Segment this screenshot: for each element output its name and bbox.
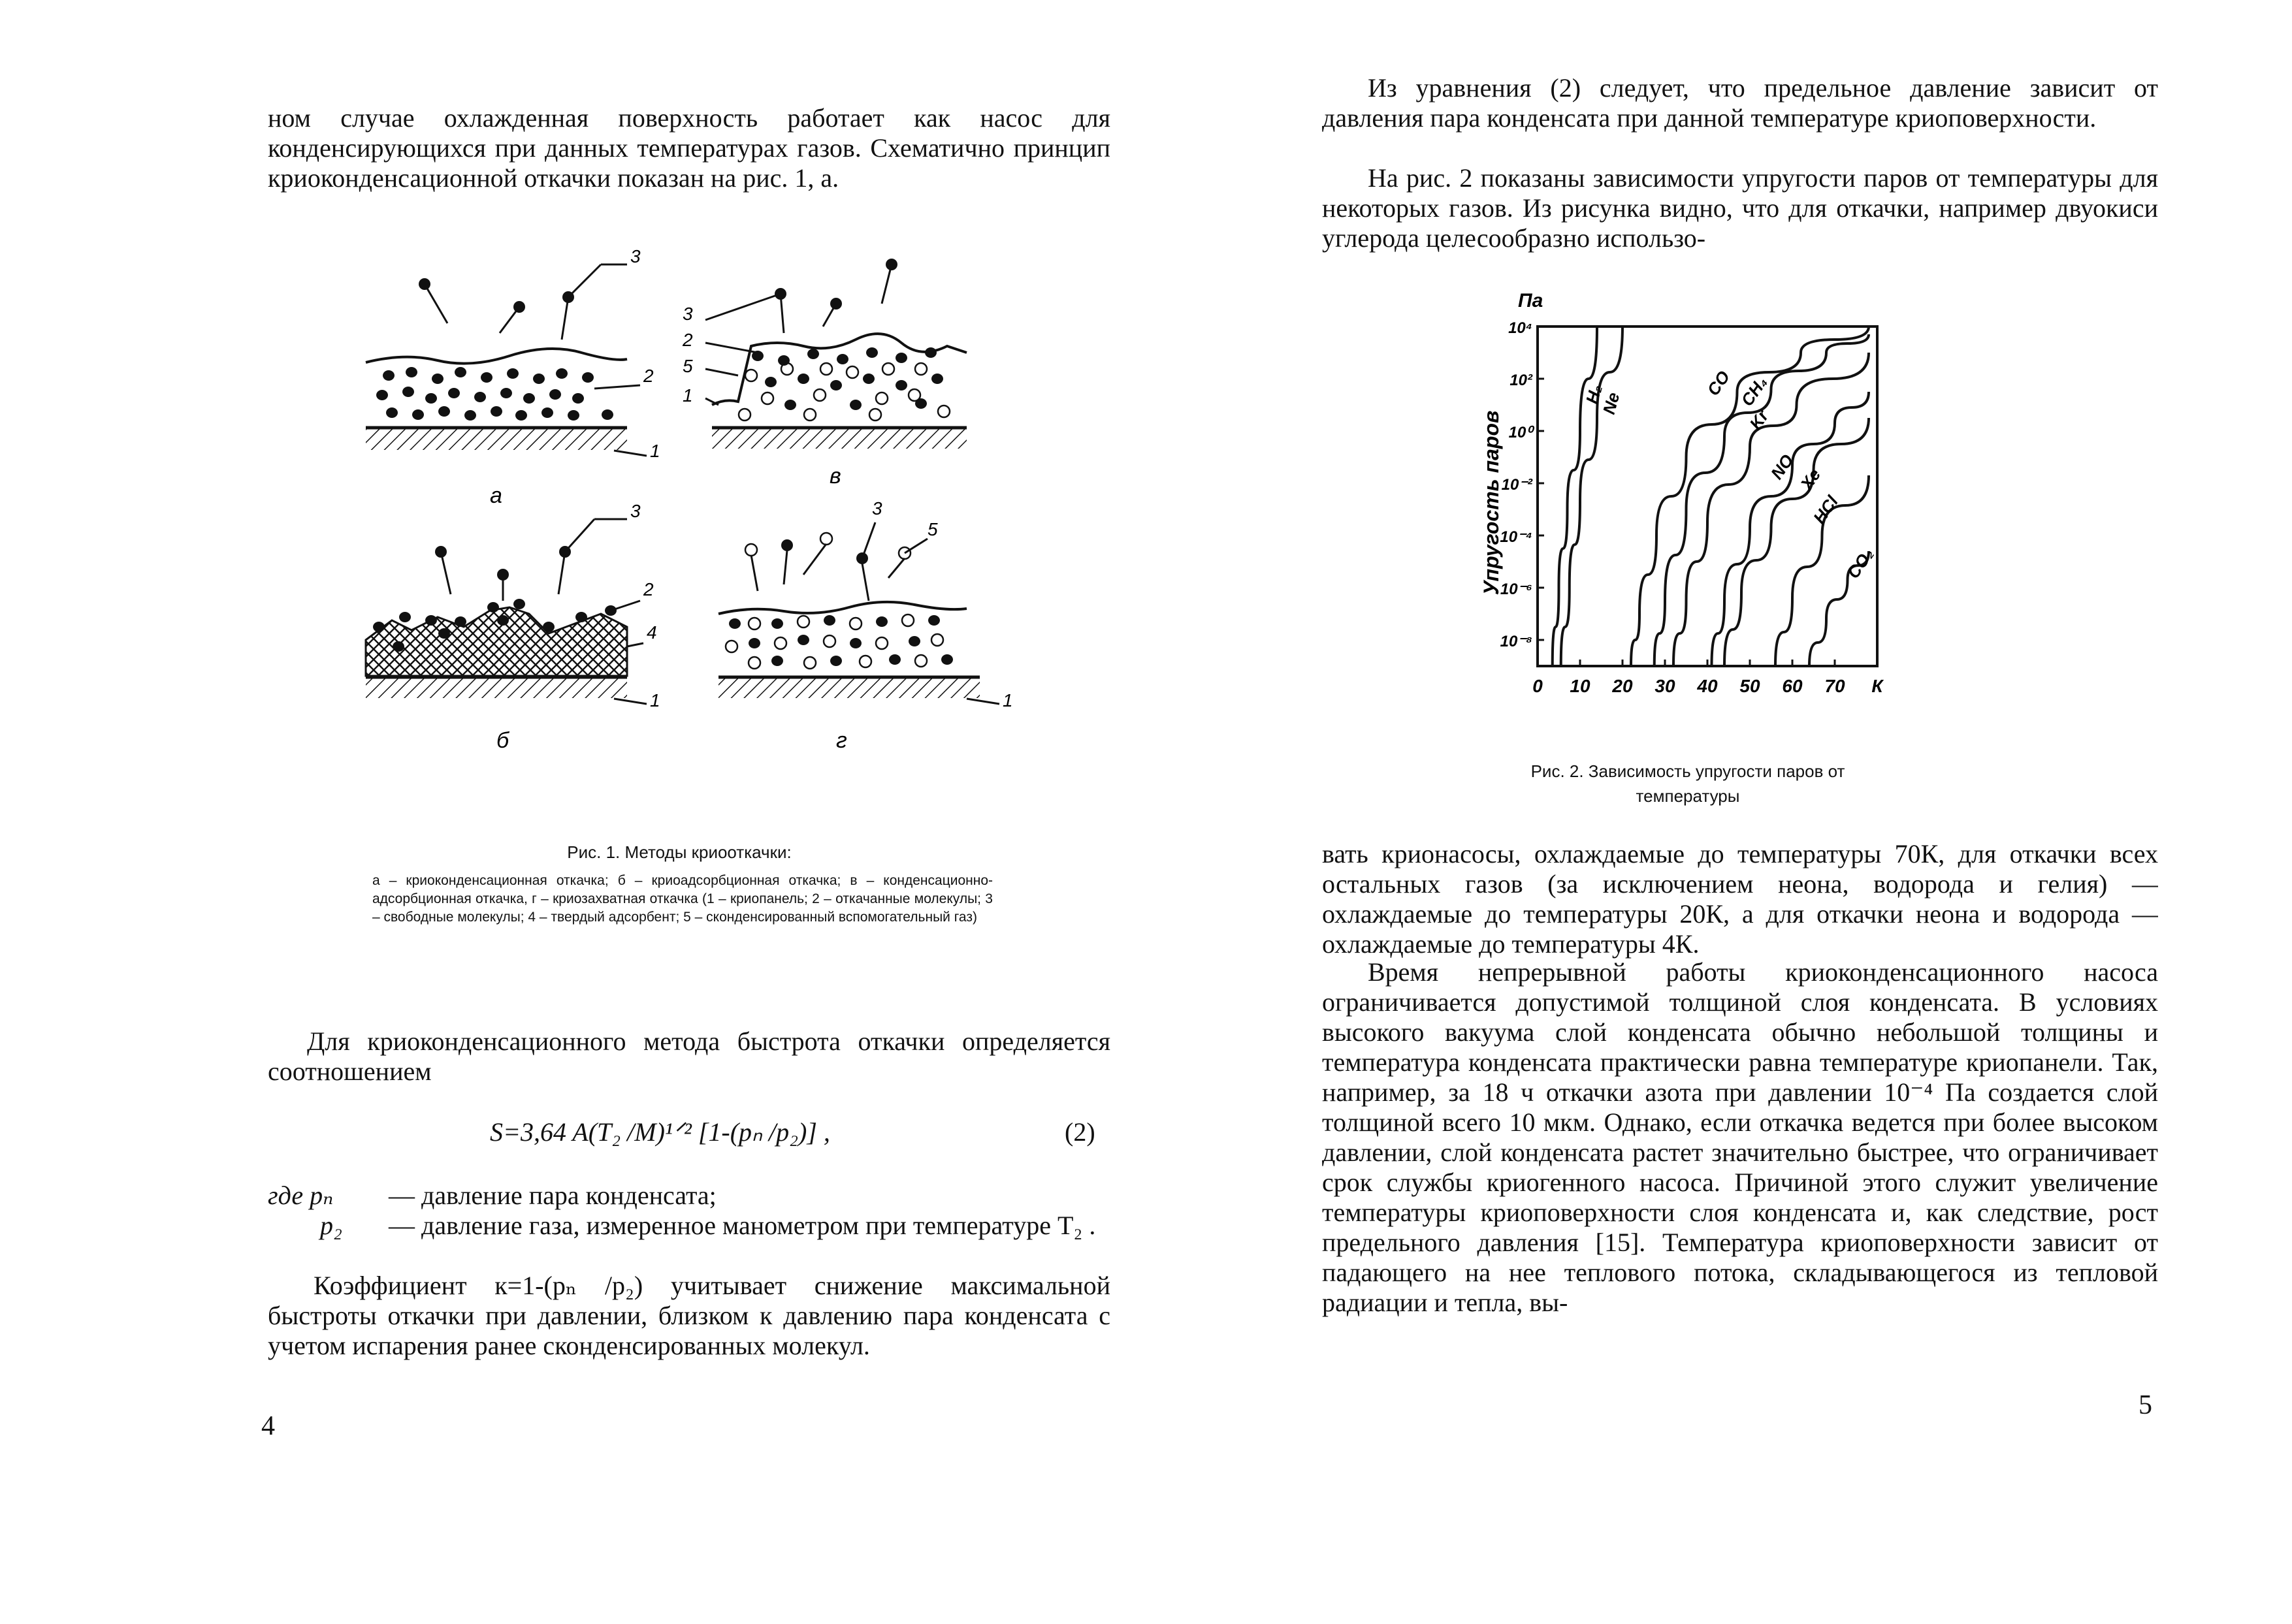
callout-b-2: 2 — [643, 579, 654, 599]
curve-label: Ne — [1598, 390, 1624, 417]
where-symbol-p2: p₂ — [320, 1211, 342, 1240]
x-tick-label: К — [1871, 676, 1883, 696]
speed-paragraph: Для криоконденсационного метода быстрота откачки определяется соотношением — [268, 1027, 1110, 1086]
figure-1-caption-body: а – криоконденсационная откачка; б – криоадсорбционная откачка; в – конденсационно-адсорбционная откачка, г – криозахватная откачка (1 – криопанель; 2 – откачанные молекулы; 3 – свободные молекулы; 4 – твердый адсорбент; 5 – сконденсированный вспомогательный газ) — [372, 873, 993, 925]
panel-a — [366, 248, 660, 508]
curve-label: Xe — [1796, 465, 1825, 494]
right-paragraph-2-top: На рис. 2 показаны зависимости упругости паров от температуры для некоторых газов. Из рисунка видно, что для откачки, например двуокиси углерода целесообразно использо- — [1322, 163, 2158, 253]
figure-1-caption-title: Рис. 1. Методы криооткачки: — [567, 842, 792, 862]
right-paragraph-1: Из уравнения (2) следует, что предельное давление зависит от давления пара конденсата при данной температуре криоповерхности. — [1322, 73, 2158, 133]
y-tick-label: 10⁻² — [1501, 476, 1532, 494]
panel-v — [682, 259, 967, 488]
figure-2-chart — [1479, 287, 1897, 738]
curve-label: NO — [1766, 451, 1798, 483]
curve-label: CO — [1703, 367, 1734, 400]
callout-v-2: 2 — [683, 330, 693, 350]
curve-label: H₂ — [1581, 383, 1606, 406]
panel-label-b: б — [496, 728, 509, 753]
y-tick-label: 10⁻⁶ — [1500, 581, 1532, 598]
x-tick-label: 10 — [1570, 676, 1590, 696]
where-text-p2: — давление газа, измеренное манометром при температуре T₂ . — [389, 1211, 1096, 1240]
panel-label-v: в — [830, 464, 841, 488]
x-tick-label: 50 — [1739, 676, 1760, 696]
panel-b — [366, 501, 660, 753]
y-tick-label: 10⁻⁴ — [1500, 528, 1532, 546]
equation-number: (2) — [1065, 1117, 1095, 1147]
coefficient-paragraph: Коэффициент к=1-(pₙ /p₂) учитывает снижение максимальной быстроты откачки при давлении, близком к давлению пара конденсата с учетом испарения ранее сконденсированных молекул. — [268, 1271, 1110, 1360]
panel-g — [718, 498, 1013, 753]
x-tick-label: 40 — [1697, 676, 1718, 696]
callout-b-1: 1 — [650, 690, 660, 710]
callout-a-2: 2 — [643, 366, 654, 386]
formula-2: S=3,64 A(T₂ /M)¹ᐟ² [1-(pₙ /p₂)] , — [490, 1117, 830, 1147]
y-tick-label: 10⁴ — [1508, 319, 1532, 337]
callout-g-5: 5 — [928, 519, 938, 539]
curve-Kr — [1673, 353, 1869, 666]
curve-labels — [1582, 367, 1878, 582]
x-tick-label: 70 — [1824, 676, 1845, 696]
callout-v-1: 1 — [683, 385, 693, 406]
figure-2-caption: Рис. 2. Зависимость упругости паров от температуры — [1530, 761, 1845, 806]
callout-v-5: 5 — [683, 356, 693, 376]
callout-b-3: 3 — [630, 501, 641, 521]
right-paragraph-3: Время непрерывной работы криоконденсационного насоса ограничивается допустимой толщиной слоя конденсата. В условиях высокого вакуума слой конденсата обычно небольшой толщины и температура конденсата практически равна температуре криопанели. Так, например, за 18 ч откачки азота при давлении 10⁻⁴ Па создается слой толщиной всего 10 мкм. Однако, если откачка ведется при более высоком давлении, слой конденсата растет значительно быстрее, что ограничивает срок службы криогенного насоса. Причиной этого служит увеличение температуры криоповерхности слоя конденсата и, как следствие, рост предельного давления [15]. Температура криоповерхности зависит от падающего на нее теплового потока, складывающегося из тепловой радиации и тепла, вы- — [1322, 957, 2158, 1317]
intro-paragraph: ном случае охлажденная поверхность работает как насос для конденсирующихся при данных температурах газов. Схематично принцип криоконденсационной откачки показан на рис. 1, а. — [268, 103, 1110, 193]
page-number-right: 5 — [2139, 1390, 2152, 1420]
curve-Xe — [1724, 418, 1869, 666]
curve-label: Kr — [1745, 406, 1773, 434]
page-number-left: 4 — [261, 1411, 275, 1441]
where-symbol-pn: где pₙ — [268, 1181, 334, 1210]
panel-label-g: г — [836, 728, 847, 753]
callout-b-4: 4 — [647, 622, 657, 643]
callout-a-3: 3 — [630, 248, 641, 266]
curve-label: HCl — [1809, 492, 1843, 528]
callout-a-1: 1 — [650, 441, 660, 461]
right-paragraph-2-bottom: вать крионасосы, охлаждаемые до температуры 70К, для откачки всех остальных газов (за исключением неона, водорода и гелия) — охлаждаемые до температуры 20К, а для откачки неона и водорода — охлаждаемые до температуры 4К. — [1322, 839, 2158, 959]
x-tick-label: 0 — [1532, 676, 1543, 696]
y-tick-label: 10² — [1509, 372, 1532, 389]
y-axis-title: Упругость паров — [1479, 410, 1503, 596]
y-tick-label: 10⁻⁸ — [1500, 633, 1532, 650]
x-tick-label: 60 — [1782, 676, 1803, 696]
y-tick-label: 10⁰ — [1508, 424, 1532, 441]
curve-label: CO₂ — [1843, 545, 1878, 582]
y-unit-label: Па — [1518, 290, 1543, 311]
right-page — [1146, 0, 2292, 1624]
x-tick-label: 30 — [1654, 676, 1675, 696]
callout-g-3: 3 — [872, 498, 882, 518]
where-text-pn: — давление пара конденсата; — [389, 1181, 717, 1210]
panel-label-a: а — [490, 483, 502, 508]
callout-g-1: 1 — [1003, 690, 1013, 710]
x-tick-label: 20 — [1612, 676, 1633, 696]
curve-H₂ — [1553, 326, 1597, 666]
curve-label: CH₄ — [1737, 372, 1771, 410]
figure-1 — [353, 248, 1058, 836]
callout-v-3: 3 — [683, 304, 693, 324]
